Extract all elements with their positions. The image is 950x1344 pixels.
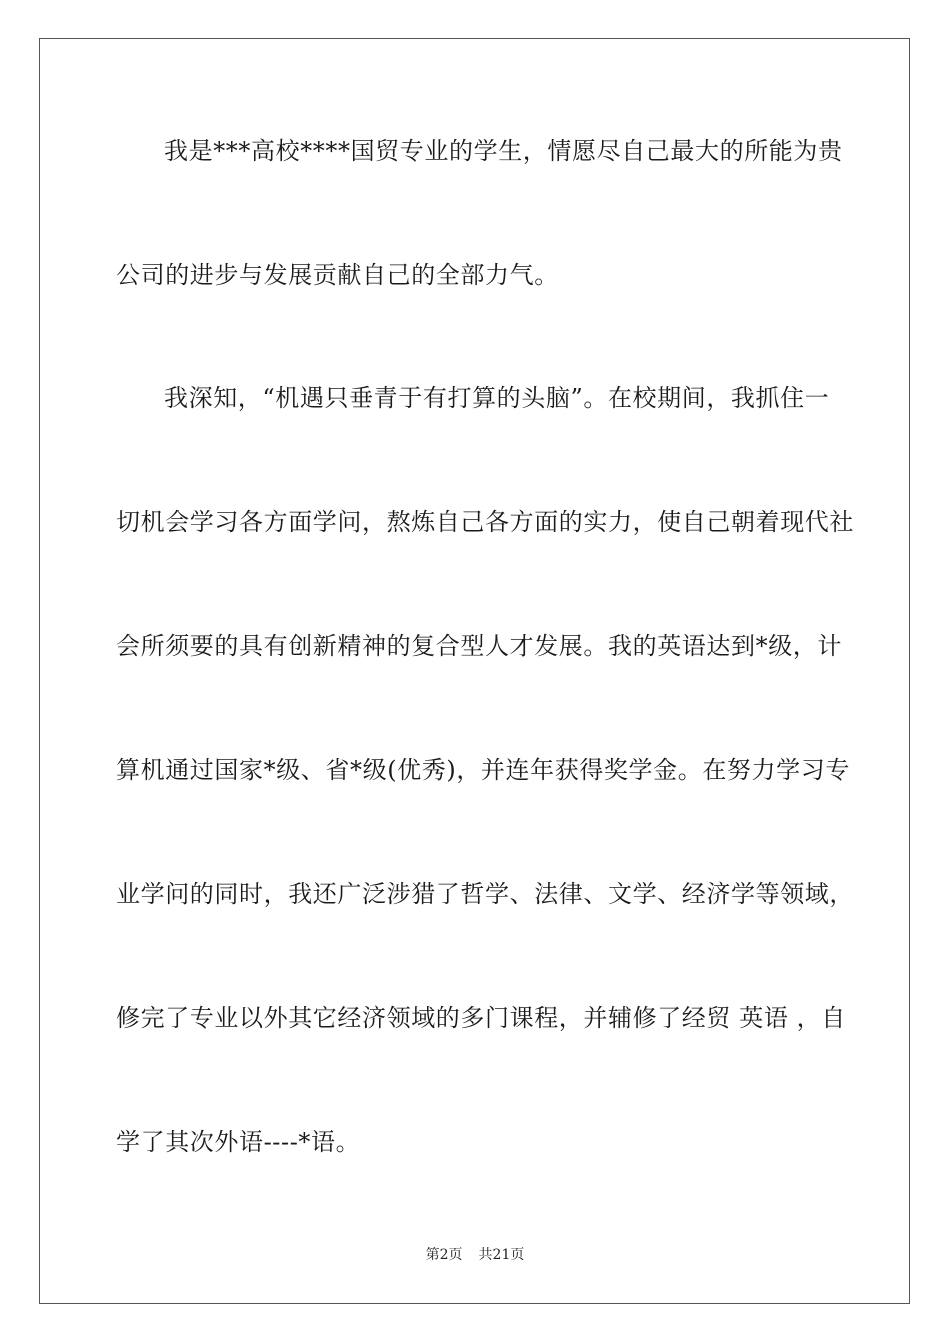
paragraph-2-line-6: 修完了专业以外其它经济领域的多门课程，并辅修了经贸 英语 ，自: [116, 1004, 846, 1032]
paragraph-2-line-7: 学了其次外语----*语。: [116, 1128, 361, 1156]
paragraph-2-line-1: 我深知，“机遇只垂青于有打算的头脑”。在校期间，我抓住一: [164, 384, 830, 412]
paragraph-1-line-1: 我是***高校****国贸专业的学生，情愿尽自己最大的所能为贵: [164, 137, 843, 165]
total-pages: 共21页: [478, 1247, 525, 1263]
paragraph-2-line-5: 业学问的同时，我还广泛涉猎了哲学、法律、文学、经济学等领域，: [116, 880, 854, 908]
page-footer: [0, 1246, 950, 1264]
page-frame: [39, 38, 910, 1304]
paragraph-2-line-3: 会所须要的具有创新精神的复合型人才发展。我的英语达到*级，计: [116, 632, 842, 660]
paragraph-2-line-2: 切机会学习各方面学问，熬炼自己各方面的实力，使自己朝着现代社: [116, 508, 854, 536]
page-number: 第2页: [425, 1247, 463, 1263]
paragraph-1-line-2: 公司的进步与发展贡献自己的全部力气。: [116, 261, 559, 289]
paragraph-2-line-4: 算机通过国家*级、省*级(优秀)，并连年获得奖学金。在努力学习专: [116, 756, 850, 784]
